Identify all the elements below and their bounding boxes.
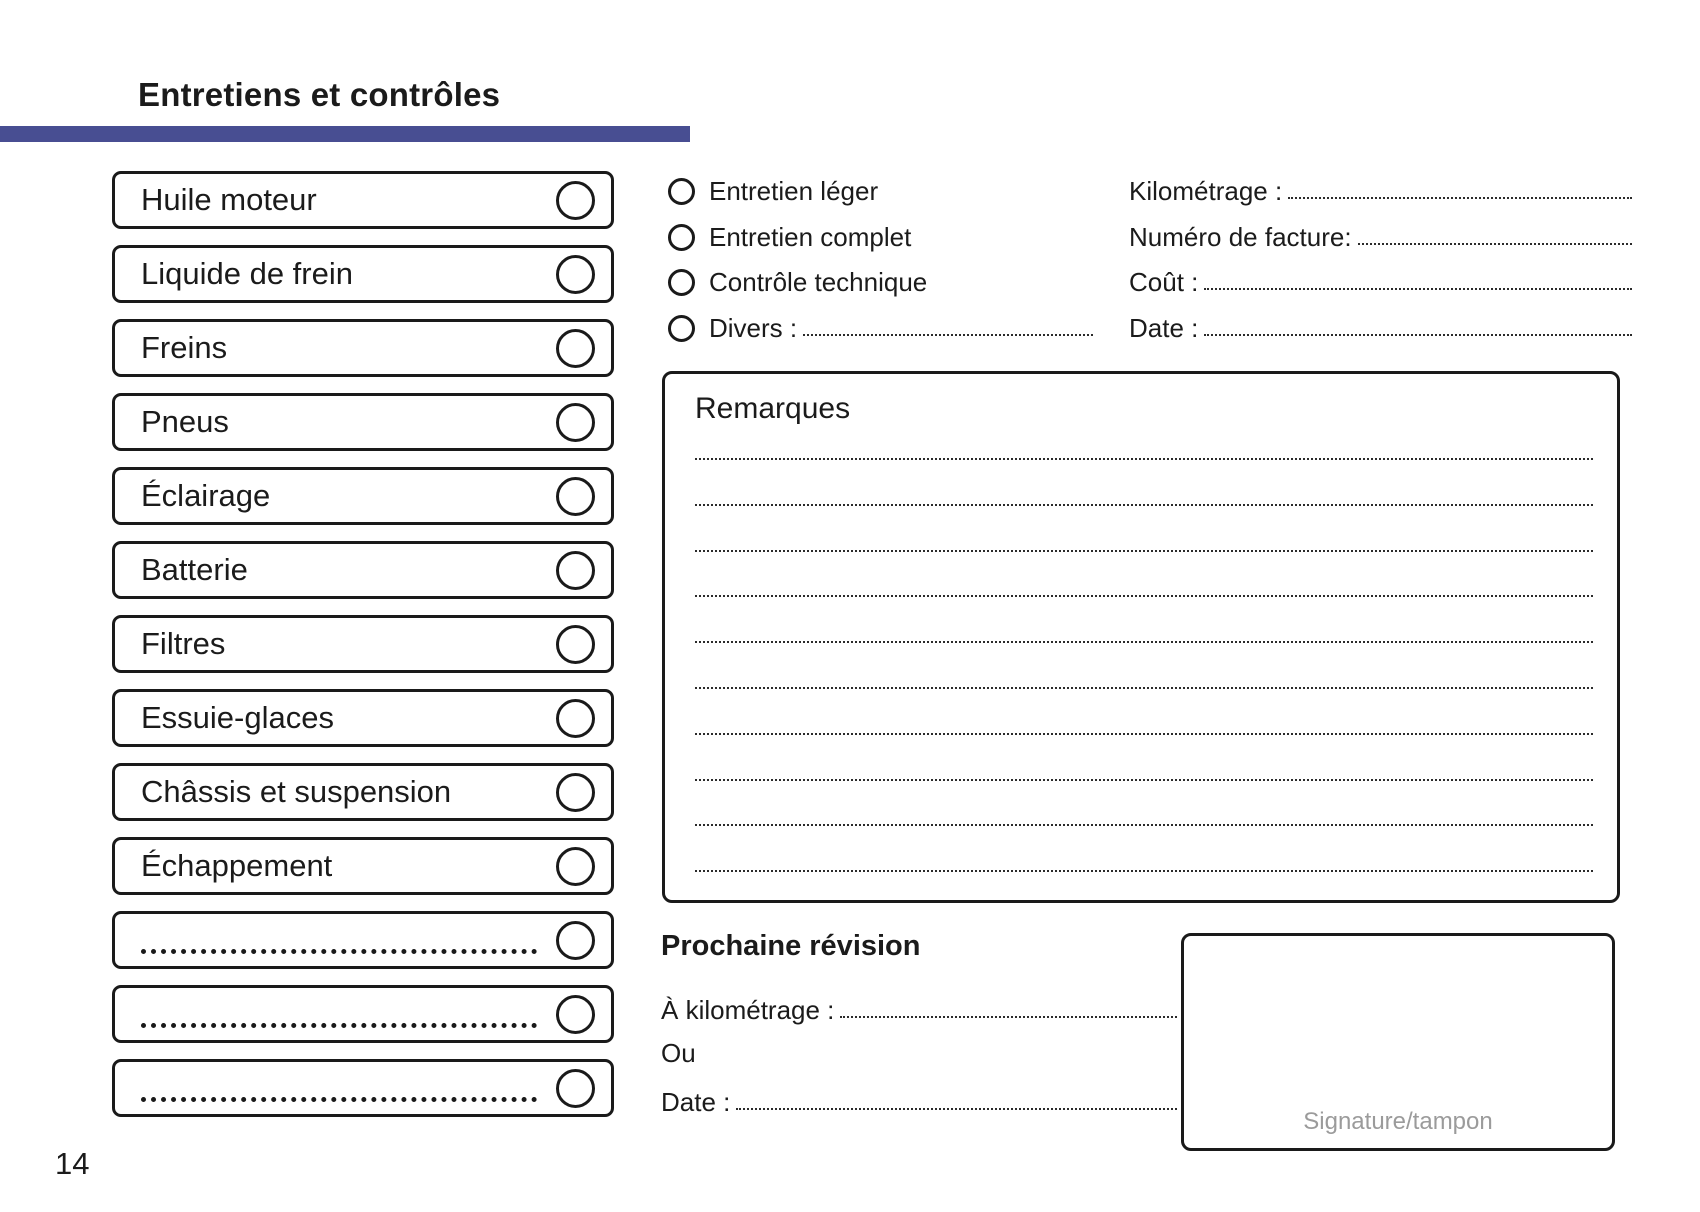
remarks-line[interactable]: [695, 504, 1593, 506]
field-label: Kilométrage :: [1129, 175, 1283, 206]
checklist-item-label: Châssis et suspension: [141, 774, 452, 809]
checklist-item-label: Batterie: [141, 552, 248, 587]
date-fill-in-line[interactable]: [1204, 334, 1632, 336]
field-date: [1129, 310, 1632, 346]
remarks-line[interactable]: [695, 595, 1593, 597]
checklist-item-label: Échappement: [141, 848, 333, 883]
check-circle-icon[interactable]: [556, 995, 595, 1034]
next-service-date-label: Date :: [661, 1086, 731, 1117]
radio-row-divers: [668, 310, 1093, 346]
remarks-line[interactable]: [695, 458, 1593, 460]
next-service-date-field: [661, 1084, 1177, 1120]
radio-row-entretien-complet: [668, 219, 911, 255]
checklist-row: [112, 911, 614, 969]
check-circle-icon[interactable]: [556, 181, 595, 220]
remarks-line[interactable]: [695, 550, 1593, 552]
radio-circle-icon[interactable]: [668, 178, 695, 205]
checklist-item-label: Filtres: [141, 626, 226, 661]
checklist-row: [112, 985, 614, 1043]
remarks-line[interactable]: [695, 687, 1593, 689]
checklist-item-label: Essuie-glaces: [141, 700, 334, 735]
radio-circle-icon[interactable]: [668, 315, 695, 342]
checklist-item-label: Pneus: [141, 404, 229, 439]
check-circle-icon[interactable]: [556, 1069, 595, 1108]
check-circle-icon[interactable]: [556, 477, 595, 516]
kilometrage-fill-in-line[interactable]: [1288, 197, 1632, 199]
signature-label: Signature/tampon: [1303, 1108, 1493, 1135]
next-date-fill-in-line[interactable]: [736, 1108, 1177, 1110]
check-circle-icon[interactable]: [556, 329, 595, 368]
checklist-row: [112, 1059, 614, 1117]
checklist-item-label: Éclairage: [141, 478, 271, 513]
checklist-row: [112, 393, 614, 451]
blank-item-fill-in-line[interactable]: [141, 949, 537, 954]
checklist-row: [112, 837, 614, 895]
radio-row-controle-technique: [668, 264, 927, 300]
remarks-line[interactable]: [695, 641, 1593, 643]
checklist-row: [112, 615, 614, 673]
field-kilometrage: [1129, 173, 1632, 209]
field-numero-facture: [1129, 219, 1632, 255]
next-service-km-label: À kilométrage :: [661, 994, 835, 1025]
radio-label: Divers :: [709, 312, 798, 343]
checklist-row: [112, 245, 614, 303]
remarks-line[interactable]: [695, 870, 1593, 872]
radio-circle-icon[interactable]: [668, 224, 695, 251]
next-service-km-field: [661, 992, 1177, 1028]
checklist-item-label: Huile moteur: [141, 182, 317, 217]
blank-item-fill-in-line[interactable]: [141, 1023, 537, 1028]
checklist-row: [112, 319, 614, 377]
radio-circle-icon[interactable]: [668, 269, 695, 296]
field-label: Numéro de facture:: [1129, 221, 1352, 252]
divers-fill-in-line[interactable]: [803, 334, 1093, 336]
check-circle-icon[interactable]: [556, 773, 595, 812]
remarks-title: Remarques: [695, 392, 851, 425]
checklist-row: [112, 689, 614, 747]
check-circle-icon[interactable]: [556, 255, 595, 294]
radio-label: Contrôle technique: [709, 266, 928, 297]
next-km-fill-in-line[interactable]: [840, 1016, 1177, 1018]
checklist-row: [112, 171, 614, 229]
check-circle-icon[interactable]: [556, 551, 595, 590]
page-title: Entretiens et contrôles: [138, 76, 501, 113]
facture-fill-in-line[interactable]: [1358, 243, 1632, 245]
checklist-row: [112, 541, 614, 599]
checklist-item-label: Liquide de frein: [141, 256, 353, 291]
signature-box[interactable]: [1181, 933, 1615, 1151]
page-number: 14: [55, 1146, 90, 1181]
remarks-box: [662, 371, 1620, 903]
check-circle-icon[interactable]: [556, 699, 595, 738]
checklist-row: [112, 467, 614, 525]
checklist-row: [112, 763, 614, 821]
field-label: Coût :: [1129, 266, 1199, 297]
title-underline-bar: [0, 126, 690, 142]
remarks-line[interactable]: [695, 733, 1593, 735]
field-cout: [1129, 264, 1632, 300]
remarks-line[interactable]: [695, 824, 1593, 826]
radio-label: Entretien complet: [709, 221, 912, 252]
radio-row-entretien-leger: [668, 173, 878, 209]
check-circle-icon[interactable]: [556, 921, 595, 960]
check-circle-icon[interactable]: [556, 625, 595, 664]
checklist-item-label: Freins: [141, 330, 228, 365]
check-circle-icon[interactable]: [556, 403, 595, 442]
next-service-or-label: Ou: [661, 1038, 696, 1068]
next-service-title: Prochaine révision: [661, 930, 921, 962]
field-label: Date :: [1129, 312, 1199, 343]
remarks-line[interactable]: [695, 779, 1593, 781]
check-circle-icon[interactable]: [556, 847, 595, 886]
cout-fill-in-line[interactable]: [1204, 288, 1632, 290]
radio-label: Entretien léger: [709, 175, 879, 206]
blank-item-fill-in-line[interactable]: [141, 1097, 537, 1102]
